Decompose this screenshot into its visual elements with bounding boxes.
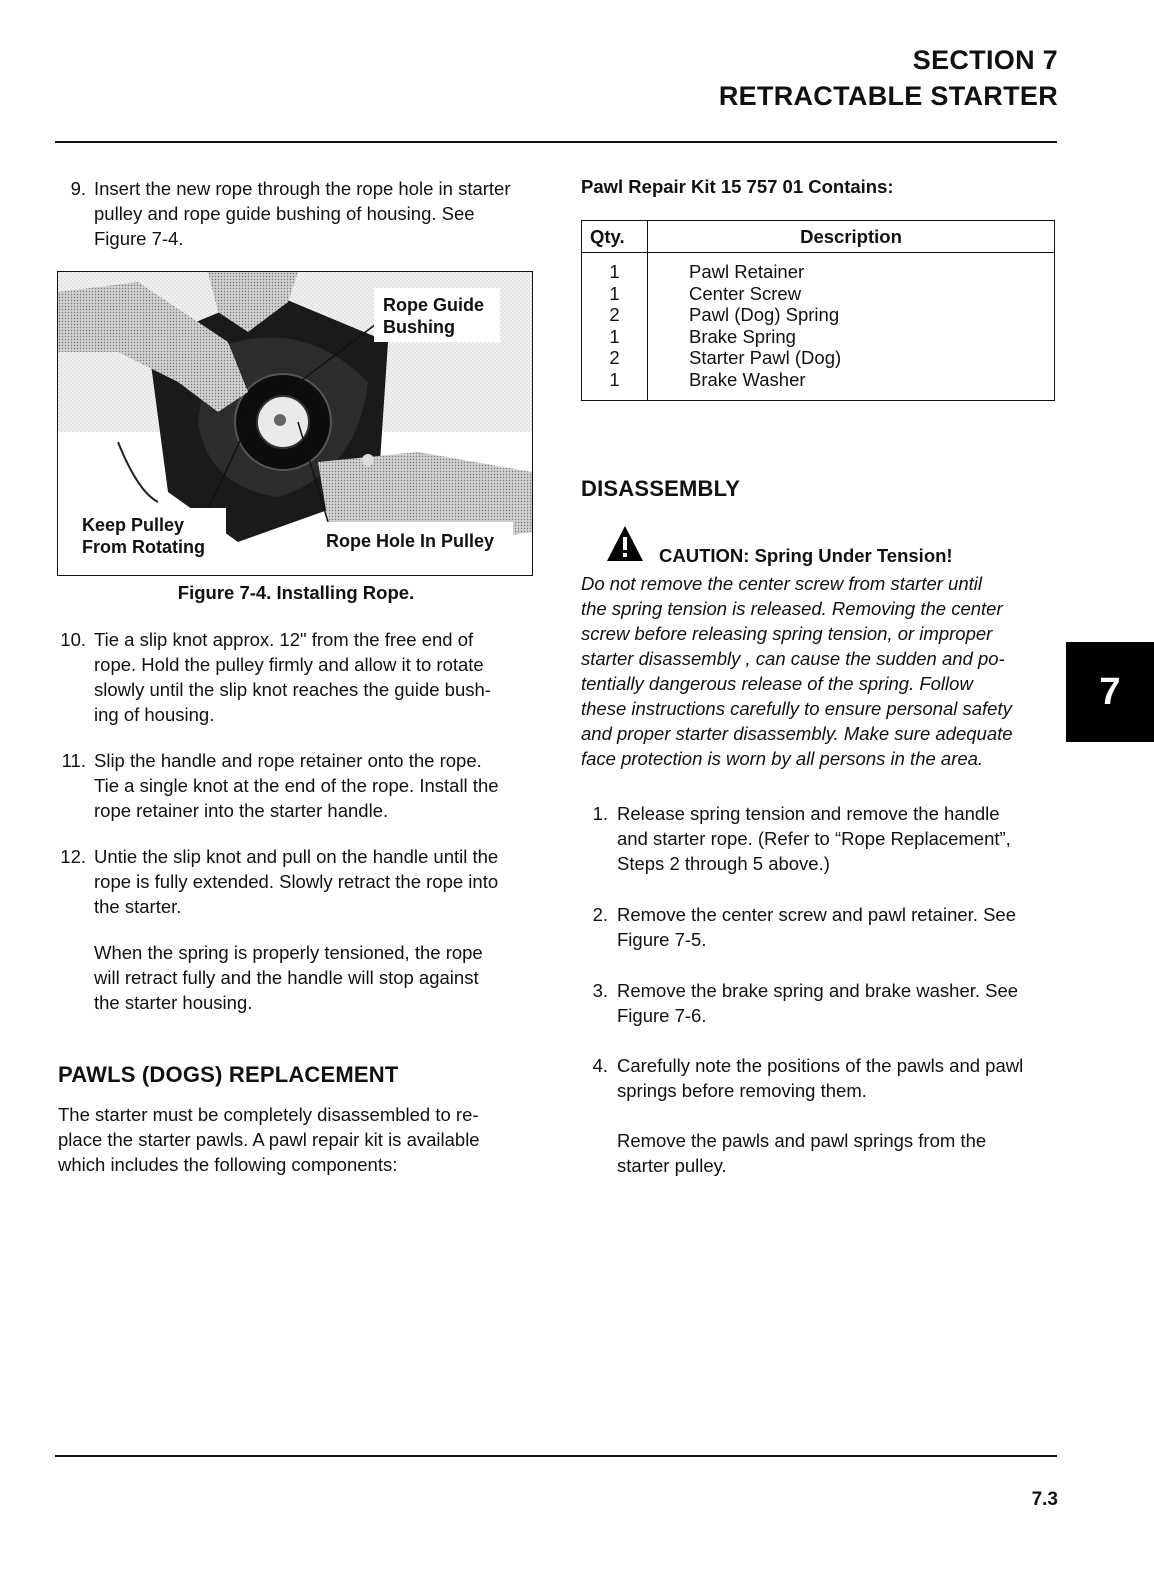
step-text [617, 978, 1018, 1028]
step-number: 11. [61, 750, 86, 771]
description: Starter Pawl (Dog) [689, 347, 842, 368]
line: place the starter pawls. A pawl repair kit is available [58, 1129, 480, 1150]
qty-cell [582, 253, 648, 401]
line: starter disassembly , can cause the sudden and po- [581, 648, 1005, 669]
step-12-note [94, 940, 544, 1015]
line: starter pulley. [617, 1155, 727, 1176]
label-line: Keep Pulley [82, 515, 185, 535]
line: Figure 7-5. [617, 929, 707, 950]
label-keep-pulley [82, 514, 205, 558]
line: rope is fully extended. Slowly retract the rope into [94, 871, 499, 892]
line: Tie a single knot at the end of the rope. Install the [94, 775, 499, 796]
line: Do not remove the center screw from starter until [581, 573, 982, 594]
table-header-row [582, 221, 1055, 253]
col-qty: Qty. [582, 221, 648, 253]
figure-caption: Figure 7-4. Installing Rope. [177, 582, 415, 603]
step-number: 3. [592, 980, 608, 1001]
label-line: Rope Guide [383, 295, 485, 315]
line: Figure 7-4. [94, 228, 184, 249]
line: will retract fully and the handle will stop against [94, 967, 479, 988]
step-text [617, 801, 1011, 876]
step-number: 4. [592, 1055, 608, 1076]
line: Carefully note the positions of the pawls and pawl [617, 1055, 1024, 1076]
line: Remove the center screw and pawl retainer. See [617, 904, 1016, 925]
page-number: 7.3 [1031, 1489, 1058, 1510]
line: Figure 7-6. [617, 1005, 707, 1026]
qty: 1 [609, 368, 620, 390]
qty: 2 [609, 347, 620, 368]
line: Remove the pawls and pawl springs from the [617, 1130, 987, 1151]
kit-title: Pawl Repair Kit 15 757 01 Contains: [581, 176, 894, 197]
step-text [94, 748, 499, 823]
description: Pawl (Dog) Spring [689, 304, 840, 325]
line: Slip the handle and rope retainer onto the rope. [94, 750, 482, 771]
caution-title: CAUTION: Spring Under Tension! [659, 545, 953, 566]
disassembly-step-4-note [617, 1128, 1057, 1178]
line: Untie the slip knot and pull on the handle until the [94, 846, 499, 867]
line: rope retainer into the starter handle. [94, 800, 389, 821]
footer-rule [55, 1455, 1057, 1457]
step-text [94, 844, 498, 919]
pawls-heading: PAWLS (DOGS) REPLACEMENT [58, 1062, 399, 1087]
line: Insert the new rope through the rope hole in starter [94, 178, 511, 199]
description: Brake Spring [689, 325, 796, 347]
warning-triangle-icon [605, 524, 645, 564]
line: the spring tension is released. Removing the center [581, 598, 1003, 619]
step-text [94, 627, 491, 727]
step-text [617, 902, 1016, 952]
description: Center Screw [689, 282, 802, 304]
line: tentially dangerous release of the spring. Follow [581, 673, 973, 694]
qty: 1 [609, 325, 620, 347]
line: the starter. [94, 896, 182, 917]
label-line: Bushing [383, 317, 455, 337]
step-number: 9. [70, 178, 86, 199]
line: these instructions carefully to ensure personal safety [581, 698, 1012, 719]
label-rope-hole: Rope Hole In Pulley [326, 531, 495, 551]
pawls-intro [58, 1102, 538, 1177]
description: Brake Washer [689, 368, 806, 390]
line: Tie a slip knot approx. 12" from the free end of [94, 629, 474, 650]
step-number: 2. [592, 904, 608, 925]
line: pulley and rope guide bushing of housing. See [94, 203, 475, 224]
qty: 2 [609, 304, 620, 325]
line: Steps 2 through 5 above.) [617, 853, 830, 874]
line: rope. Hold the pulley firmly and allow it to rotate [94, 654, 484, 675]
line: ing of housing. [94, 704, 215, 725]
description-cell [648, 253, 1055, 401]
line: and proper starter disassembly. Make sure adequate [581, 723, 1013, 744]
line: face protection is worn by all persons in the area. [581, 748, 984, 769]
qty: 1 [609, 261, 620, 282]
label-line: From Rotating [82, 537, 205, 557]
section-tab: 7 [1066, 642, 1154, 742]
line: springs before removing them. [617, 1080, 867, 1101]
line: which includes the following components: [58, 1154, 398, 1175]
line: slowly until the slip knot reaches the guide bush- [94, 679, 491, 700]
line: the starter housing. [94, 992, 253, 1013]
step-text [94, 176, 511, 251]
section-title: RETRACTABLE STARTER [718, 81, 1058, 111]
disassembly-heading: DISASSEMBLY [581, 476, 741, 501]
figure-installing-rope [57, 271, 533, 576]
header-rule [55, 141, 1057, 143]
step-number: 10. [60, 629, 86, 650]
line: Remove the brake spring and brake washer. See [617, 980, 1019, 1001]
col-description: Description [648, 221, 1055, 253]
line: The starter must be completely disassembled to re- [58, 1104, 479, 1125]
step-text [617, 1053, 1023, 1103]
table-body-row [582, 253, 1055, 401]
description: Pawl Retainer [689, 261, 805, 282]
label-rope-guide [383, 294, 484, 338]
kit-contents-table [581, 220, 1055, 401]
line: When the spring is properly tensioned, the rope [94, 942, 483, 963]
line: screw before releasing spring tension, or improper [581, 623, 993, 644]
caution-text [581, 571, 1061, 771]
qty: 1 [609, 282, 620, 304]
line: Release spring tension and remove the handle [617, 803, 1000, 824]
section-number: SECTION 7 [912, 45, 1058, 75]
line: and starter rope. (Refer to “Rope Replacement”, [617, 828, 1011, 849]
step-number: 12. [60, 846, 86, 867]
step-number: 1. [592, 803, 608, 824]
